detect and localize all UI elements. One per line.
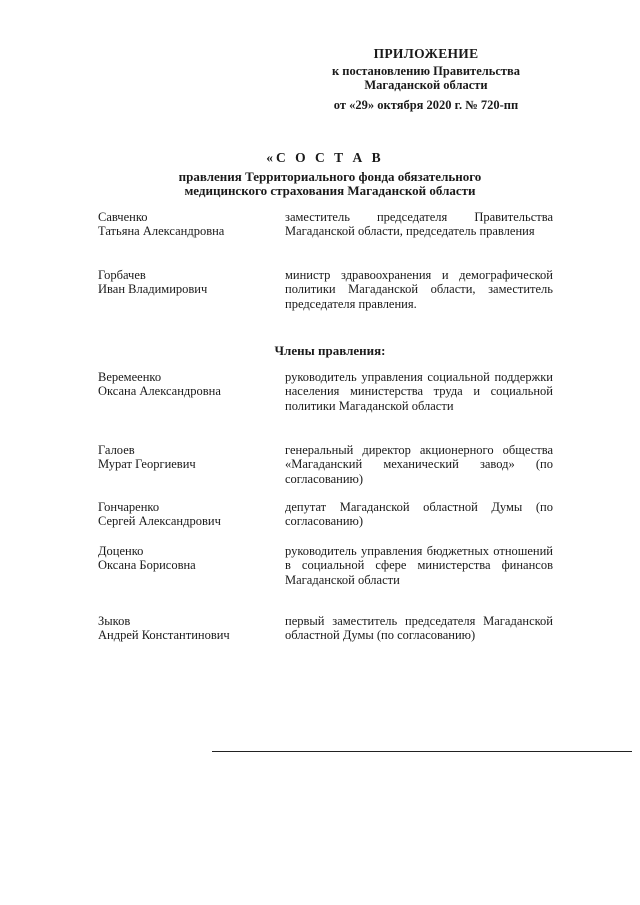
person-surname: Савченко: [98, 210, 148, 224]
person-given-names: Сергей Александрович: [98, 514, 221, 529]
person-name: [98, 500, 273, 529]
person-given-names: Мурат Георгиевич: [98, 457, 196, 472]
footer-rule: [212, 751, 632, 752]
person-surname: Гончаренко: [98, 500, 160, 514]
person-given-names: Оксана Александровна: [98, 384, 221, 399]
document-subtitle-line1: правления Территориального фонда обязательного: [178, 169, 482, 184]
person-surname: Галоев: [98, 443, 135, 457]
person-surname: Доценко: [98, 544, 144, 558]
person-position: генеральный директор акционерного общества «Магаданский механический завод» (по согласованию): [285, 443, 553, 486]
person-given-names: Татьяна Александровна: [98, 224, 225, 239]
person-given-names: Иван Владимирович: [98, 282, 208, 297]
person-position: руководитель управления бюджетных отношений в социальной сфере министерства финансов Магаданской области: [285, 544, 553, 587]
document-title: «С О С Т А В: [266, 150, 384, 165]
person-name: [98, 370, 273, 399]
person-given-names: Оксана Борисовна: [98, 558, 196, 573]
appendix-date-line: от «29» октября 2020 г. № 720-пп: [333, 98, 519, 112]
person-surname: Веремеенко: [98, 370, 162, 384]
appendix-title: ПРИЛОЖЕНИЕ: [373, 46, 479, 61]
appendix-region-line: Магаданской области: [364, 78, 488, 92]
appendix-decree-line: к постановлению Правительства: [331, 64, 521, 78]
person-name: [98, 544, 273, 573]
person-surname: Горбачев: [98, 268, 146, 282]
person-name: [98, 268, 273, 297]
members-heading: Члены правления:: [274, 343, 386, 358]
person-name: [98, 443, 273, 472]
person-position: руководитель управления социальной поддержки населения министерства труда и социальной политики Магаданской области: [285, 370, 553, 413]
document-subtitle-line2: медицинского страхования Магаданской области: [184, 183, 476, 198]
person-position: первый заместитель председателя Магаданской областной Думы (по согласованию): [285, 614, 553, 643]
person-name: [98, 614, 273, 643]
person-position: заместитель председателя Правительства Магаданской области, председатель правления: [285, 210, 553, 239]
person-name: [98, 210, 273, 239]
person-surname: Зыков: [98, 614, 131, 628]
person-position: депутат Магаданской областной Думы (по согласованию): [285, 500, 553, 529]
person-position: министр здравоохранения и демографической политики Магаданской области, заместитель председателя правления.: [285, 268, 553, 311]
person-given-names: Андрей Константинович: [98, 628, 230, 643]
